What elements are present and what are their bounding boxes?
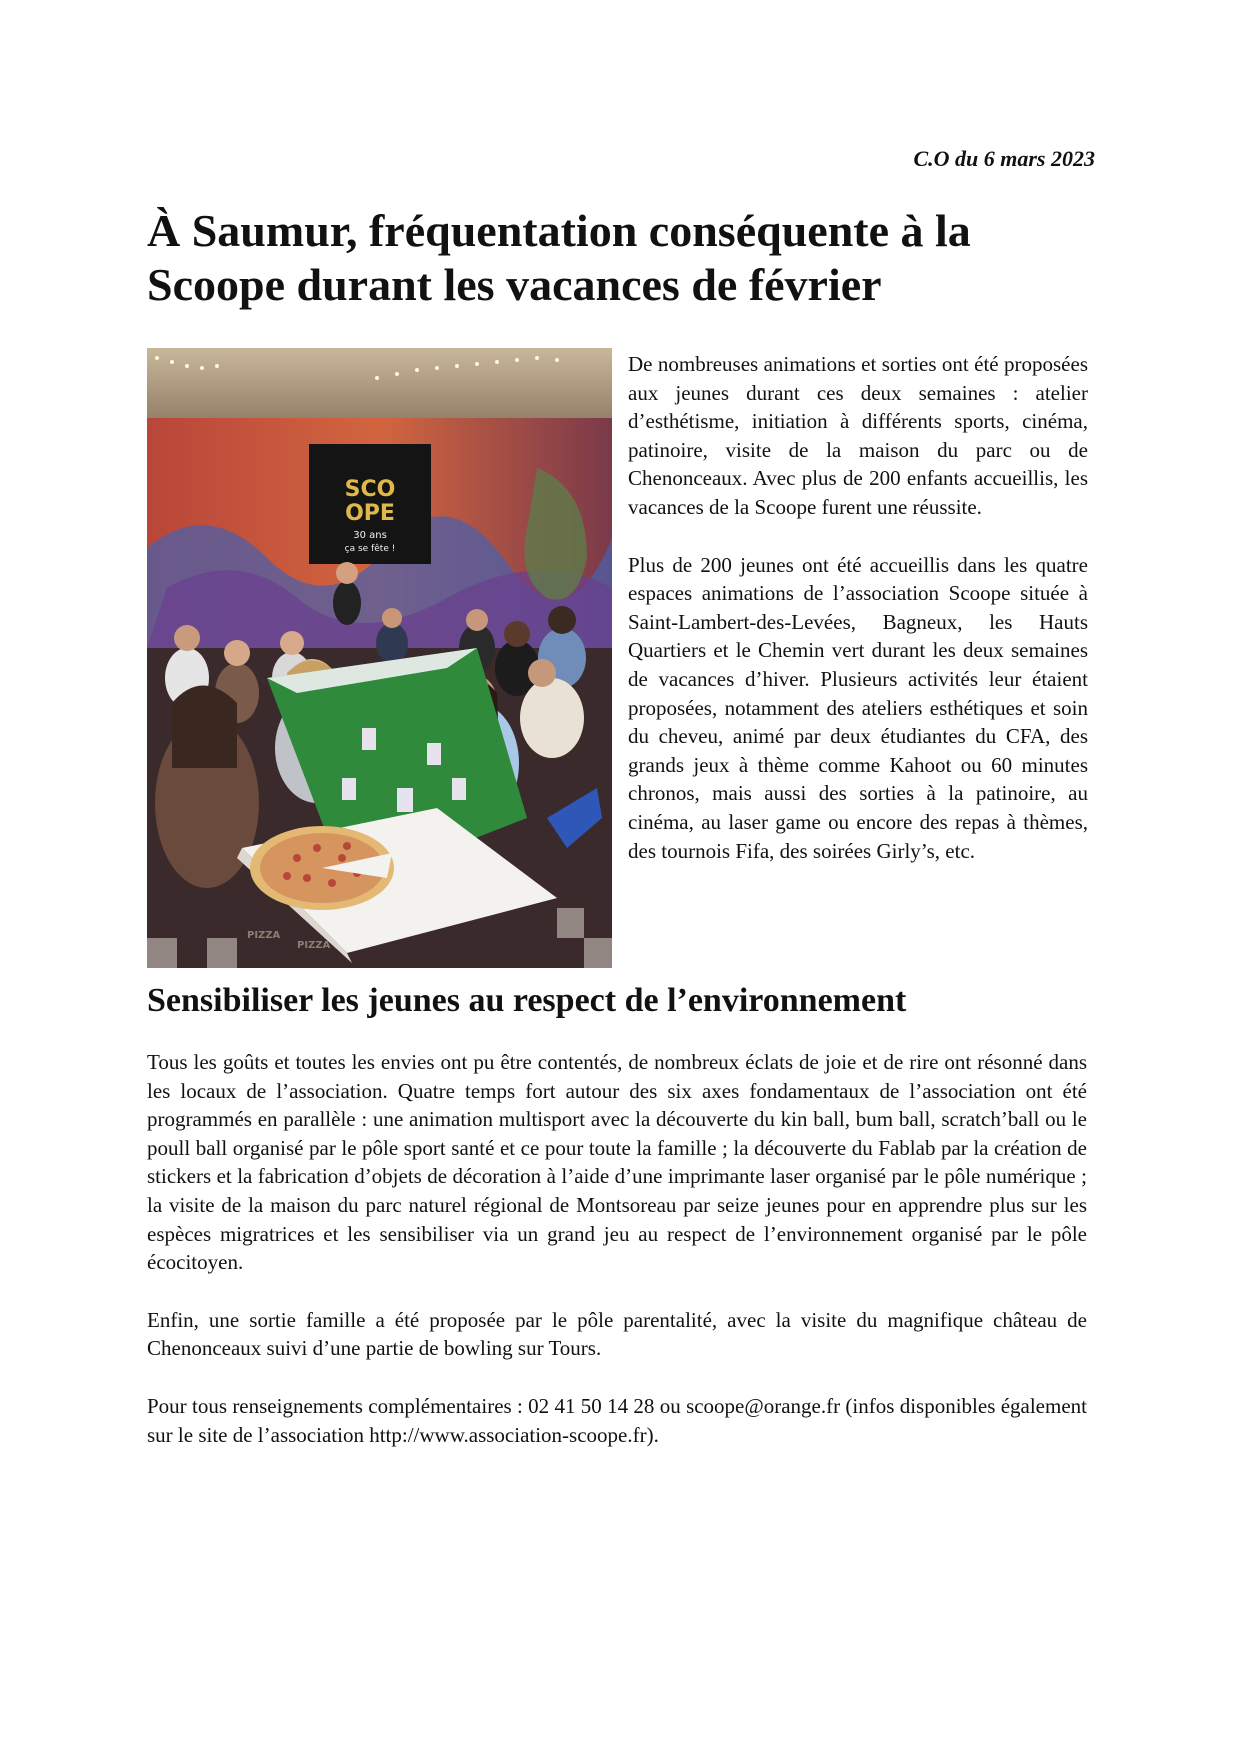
intro-column: [628, 350, 1088, 894]
body-paragraph-3: Pour tous renseignements complémentaires : 02 41 50 14 28 ou scoope@orange.fr (infos disponibles également sur le site de l’association http://www.association-scoope.fr).: [147, 1393, 1087, 1447]
box-print-2: PIZZA: [297, 940, 331, 951]
box-print-1: PIZZA: [247, 930, 281, 941]
poster-subtitle-2: ça se fête !: [344, 544, 396, 554]
ceiling: [147, 348, 612, 428]
poster-subtitle: 30 ans: [353, 530, 387, 541]
article-photo: [147, 348, 612, 968]
headline: À Saumur, fréquentation conséquente à la Scoope durant les vacances de février: [147, 205, 971, 310]
photo-illustration: [147, 348, 612, 968]
dateline: C.O du 6 mars 2023: [913, 146, 1095, 171]
body-paragraph-2: Enfin, une sortie famille a été proposée par le pôle parentalité, avec la visite du magnifique château de Chenonceaux suivi d’une partie de bowling sur Tours.: [147, 1307, 1087, 1361]
body-paragraph-1: Tous les goûts et toutes les envies ont pu être contentés, de nombreux éclats de joie et de rire ont résonné dans les locaux de l’association. Quatre temps fort autour des six axes fondamentaux de l’association ont été programmés en parallèle : une animation multisport avec la découverte du kin ball, bum ball, scratch’ball ou le poull ball organisé par le pôle sport santé et ce pour toute la famille ; la découverte du Fablab par la création de stickers et la fabrication d’objets de décoration à l’aide d’une imprimante laser organisé par le pôle numérique ; la visite de la maison du parc naturel régional de Montsoreau par seize jeunes pour en apprendre plus sur les espèces migratrices et les sensibiliser via un grand jeu au respect de l’environnement organisé par le pôle écocitoyen.: [147, 1050, 1087, 1275]
body-text: [147, 1048, 1087, 1478]
poster-logo-top: SCO: [344, 477, 396, 502]
subheading: Sensibiliser les jeunes au respect de l’environnement: [147, 982, 907, 1019]
intro-paragraph-2: Plus de 200 jeunes ont été accueillis dans les quatre espaces animations de l’association Scoope située à Saint-Lambert-des-Levées, Bagneux, les Hauts Quartiers et le Chemin vert durant les deux semaines de vacances d’hiver. Plusieurs activités leur étaient proposées, notamment des ateliers esthétiques et soin du cheveu, animé par deux étudiantes du CFA, des grands jeux à thème comme Kahoot ou 60 minutes chronos, mais aussi des sorties à la patinoire, au cinéma, au laser game ou encore des repas à thèmes, des tournois Fifa, des soirées Girly’s, etc.: [628, 552, 1088, 863]
intro-paragraph-1: De nombreuses animations et sorties ont été proposées aux jeunes durant ces deux semaines : atelier d’esthétisme, initiation à différents sports, cinéma, patinoire, visite de la maison du parc ou de Chenonceaux. Avec plus de 200 enfants accueillis, les vacances de la Scoope furent une réussite.: [628, 352, 1088, 519]
poster-logo-bottom: OPE: [345, 501, 395, 526]
